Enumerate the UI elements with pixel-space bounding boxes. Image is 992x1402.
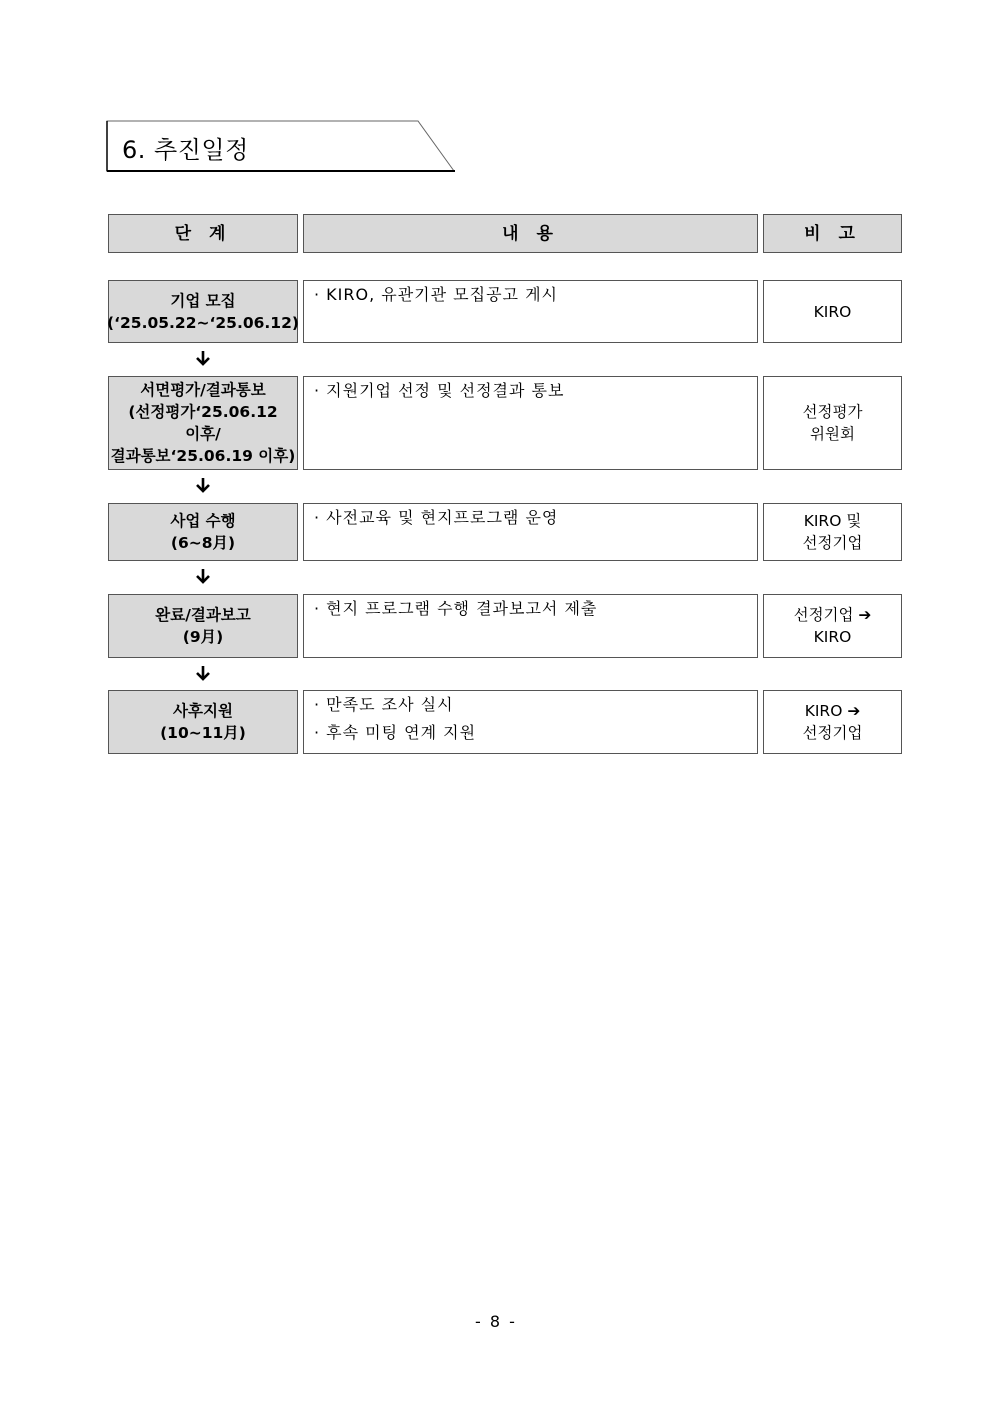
- note-line: 선정평가: [802, 403, 863, 421]
- note-line: KIRO: [813, 302, 852, 321]
- page-number: - 8 -: [475, 1312, 517, 1331]
- stage-line: 사후지원: [173, 702, 233, 720]
- stage-line: 이후/: [185, 425, 221, 443]
- stage-cell-evaluation: [108, 376, 298, 470]
- header-content: [303, 214, 758, 253]
- stage-cell-recruitment: [108, 280, 298, 343]
- arrow-down-icon: [194, 349, 212, 367]
- stage-line: (9月): [182, 628, 224, 646]
- note-cell-recruitment: [763, 280, 902, 343]
- note-cell-evaluation: [763, 376, 902, 470]
- content-cell-follow-up: [303, 690, 758, 754]
- note-line: 선정기업: [802, 724, 863, 742]
- stage-line: (10~11月): [160, 724, 246, 742]
- header-note: [763, 214, 902, 253]
- stage-cell-completion: [108, 594, 298, 658]
- note-line: 위원회: [810, 425, 855, 443]
- content-line: · 후속 미팅 연계 지원: [314, 723, 477, 742]
- header-content-label: 내 용: [502, 223, 559, 244]
- note-line: KIRO: [813, 628, 852, 646]
- note-cell-completion: [763, 594, 902, 658]
- content-cell-recruitment: [303, 280, 758, 343]
- content-cell-completion: [303, 594, 758, 658]
- stage-line: 완료/결과보고: [155, 606, 251, 624]
- stage-cell-execution: [108, 503, 298, 561]
- note-cell-execution: [763, 503, 902, 561]
- stage-line: 기업 모집: [170, 291, 236, 310]
- stage-cell-follow-up: [108, 690, 298, 754]
- content-cell-evaluation: [303, 376, 758, 470]
- content-line: · KIRO, 유관기관 모집공고 게시: [314, 285, 558, 304]
- stage-line: 결과통보‘25.06.19 이후): [110, 447, 296, 465]
- note-cell-follow-up: [763, 690, 902, 754]
- arrow-down-icon: [194, 664, 212, 682]
- stage-line: 사업 수행: [170, 512, 236, 530]
- content-cell-execution: [303, 503, 758, 561]
- content-line: · 현지 프로그램 수행 결과보고서 제출: [314, 599, 598, 618]
- header-stage-label: 단 계: [174, 223, 232, 244]
- note-line: 선정기업 ➔: [793, 606, 872, 624]
- stage-line: 서면평가/결과통보: [140, 381, 266, 399]
- content-line: · 지원기업 선정 및 선정결과 통보: [314, 381, 565, 400]
- note-line: KIRO ➔: [804, 702, 861, 720]
- note-line: 선정기업: [802, 534, 863, 552]
- header-stage: [108, 214, 298, 253]
- stage-line: (선정평가‘25.06.12: [128, 403, 278, 421]
- content-line: · 만족도 조사 실시: [314, 695, 454, 714]
- note-line: KIRO 및: [803, 512, 862, 530]
- section-title-text: 6. 추진일정: [122, 136, 249, 164]
- header-note-label: 비 고: [804, 223, 861, 244]
- content-line: · 사전교육 및 현지프로그램 운영: [314, 508, 559, 527]
- arrow-down-icon: [194, 476, 212, 494]
- stage-line: (‘25.05.22~‘25.06.12): [107, 313, 299, 332]
- stage-line: (6~8月): [170, 534, 236, 552]
- arrow-down-icon: [194, 567, 212, 585]
- section-title: [106, 120, 456, 172]
